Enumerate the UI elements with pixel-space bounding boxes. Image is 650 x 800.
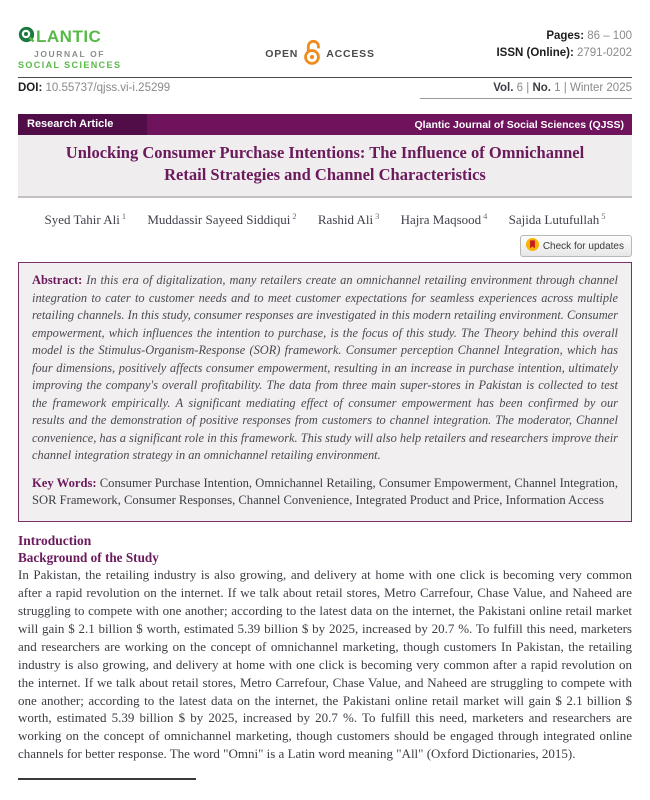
abstract-label: Abstract: (32, 273, 83, 288)
issn-row (462, 45, 632, 62)
open-lock-icon (300, 36, 324, 71)
author-affiliation-sup: 2 (292, 210, 297, 221)
separator: | (526, 82, 530, 94)
authors-line (18, 211, 632, 228)
doi-label: DOI: (18, 82, 43, 94)
author-name: Sajida Lutufullah (508, 212, 600, 228)
author-affiliation-sup: 1 (121, 210, 127, 221)
check-updates-row (18, 235, 632, 257)
author-affiliation-sup: 4 (483, 210, 488, 221)
abstract-box (18, 262, 632, 522)
title-block (18, 135, 632, 198)
no-label: No. (532, 82, 551, 94)
journal-logo (18, 26, 178, 70)
check-for-updates-button[interactable] (520, 235, 632, 257)
qlantic-q-icon (18, 26, 35, 48)
footnote-divider (18, 778, 196, 780)
pages-value: 86 – 100 (587, 30, 632, 42)
issue-value: Winter 2025 (569, 82, 632, 94)
article-type-banner (18, 114, 632, 135)
author (147, 212, 296, 227)
vol-value: 6 (516, 82, 524, 94)
keywords-text: Consumer Purchase Intention, Omnichannel Retailing, Consumer Empowerment, Channel Integration, SOR Framework, Consumer Responses, Channel Convenience, Integrated Product and Price, Information Access (32, 475, 618, 508)
pages-row (462, 28, 632, 45)
check-for-updates-label: Check for updates (542, 240, 624, 252)
author-affiliation-sup: 5 (601, 210, 606, 221)
open-access-access-label: ACCESS (326, 47, 375, 60)
abstract-text: In this era of digitalization, many retailers create an omnichannel retailing environment through channel integration to cater to customer needs and to meet customer expectations for seamless experiences across multiple retailing channels. In this study, consumer responses are investigated in this modern retailing environment. Consumer empowerment, which influences the intention to purchase, is the focus of this study. The Theory behind this overall model is the Stimulus-Organism-Response (SOR) framework. Consumer perception Channel Integration, which has four dimensions, positively affects consumer empowerment, resulting in an increase in purchase intention, ultimately improving the company's overall profitability. The data from three main super-stores in Pakistan is collected to test the framework empirically. A significant mediating effect of consumer empowerment has been confirmed by our results and the demonstration of positive responses from customers to channel integration. The moderator, Channel convenience, has a significant role in this framework. This study will also help retailers and researchers improve their channel integration strategy in an omnichannel retailing environment. (32, 273, 618, 463)
logo-subtitle-1: JOURNAL OF (34, 49, 106, 59)
keywords-label: Key Words: (32, 475, 97, 490)
introduction-heading: Introduction (18, 532, 92, 548)
background-paragraph: In Pakistan, the retailing industry is also growing, and delivery at home with one click is becoming very common after a rapid revolution on the internet. If we talk about retail stores, Metro Carrefour, Chase Value, and Naheed are struggling to compete with one another; according to the latest data on the internet, the Pakistani online retail market will gain $ 2.1 billion $ worth, estimated 5.39 billion $ by 2025, increased by 20.7 %. To fulfill this need, marketers and researchers are working on the concept of omnichannel marketing, though customers In Pakistan, the retailing industry is also growing, and delivery at home with one click is becoming very common after a rapid revolution on the internet. If we talk about retail stores, Metro Carrefour, Chase Value, and Naheed are struggling to compete with one another; according to the latest data on the internet, the Pakistani online retail market will gain $ 2.1 billion $ worth, estimated 5.39 billion $ by 2025, increased by 20.7 %. To fulfill this need, marketers and researchers are working on the concept of omnichannel marketing, though customers should be engaged through integrated online channels for better response. The word "Omni" is a Latin word meaning "All" (Oxford Dictionaries, 2015). (18, 567, 632, 762)
doi-row (18, 82, 170, 94)
issn-value: 2791-0202 (577, 47, 632, 59)
author-name: Hajra Maqsood (400, 212, 482, 228)
separator: | (563, 82, 567, 94)
keywords-paragraph (32, 475, 618, 510)
author-name: Muddassir Sayeed Siddiqui (147, 212, 291, 228)
vol-label: Vol. (493, 82, 514, 94)
pages-label: Pages: (546, 30, 585, 42)
open-access-open-label: OPEN (265, 47, 299, 60)
author (318, 212, 380, 227)
issn-label: ISSN (Online): (496, 47, 574, 59)
author (44, 212, 126, 227)
journal-name-label: Qlantic Journal of Social Sciences (QJSS) (414, 119, 624, 131)
article-type-label: Research Article (18, 114, 147, 135)
doi-volume-row (18, 78, 632, 99)
background-heading: Background of the Study (18, 550, 159, 566)
volume-row (420, 82, 632, 99)
logo-subtitle-2: SOCIAL SCIENCES (18, 60, 122, 70)
open-access-logo (178, 36, 462, 71)
author-name: Rashid Ali (317, 212, 374, 228)
doi-value: 10.55737/qjss.vi-i.25299 (45, 82, 171, 94)
no-value: 1 (554, 82, 561, 94)
journal-header (18, 26, 632, 71)
crossmark-icon (526, 238, 539, 254)
author-affiliation-sup: 3 (375, 210, 380, 221)
author-name: Syed Tahir Ali (44, 212, 120, 228)
author (509, 212, 606, 227)
author (401, 212, 488, 227)
paper-title: Unlocking Consumer Purchase Intentions: The Influence of Omnichannel Retail Strategies and Channel Characteristics (65, 143, 585, 185)
journal-meta (462, 28, 632, 62)
abstract-paragraph (32, 272, 618, 464)
logo-wordmark: LANTIC (36, 27, 102, 46)
